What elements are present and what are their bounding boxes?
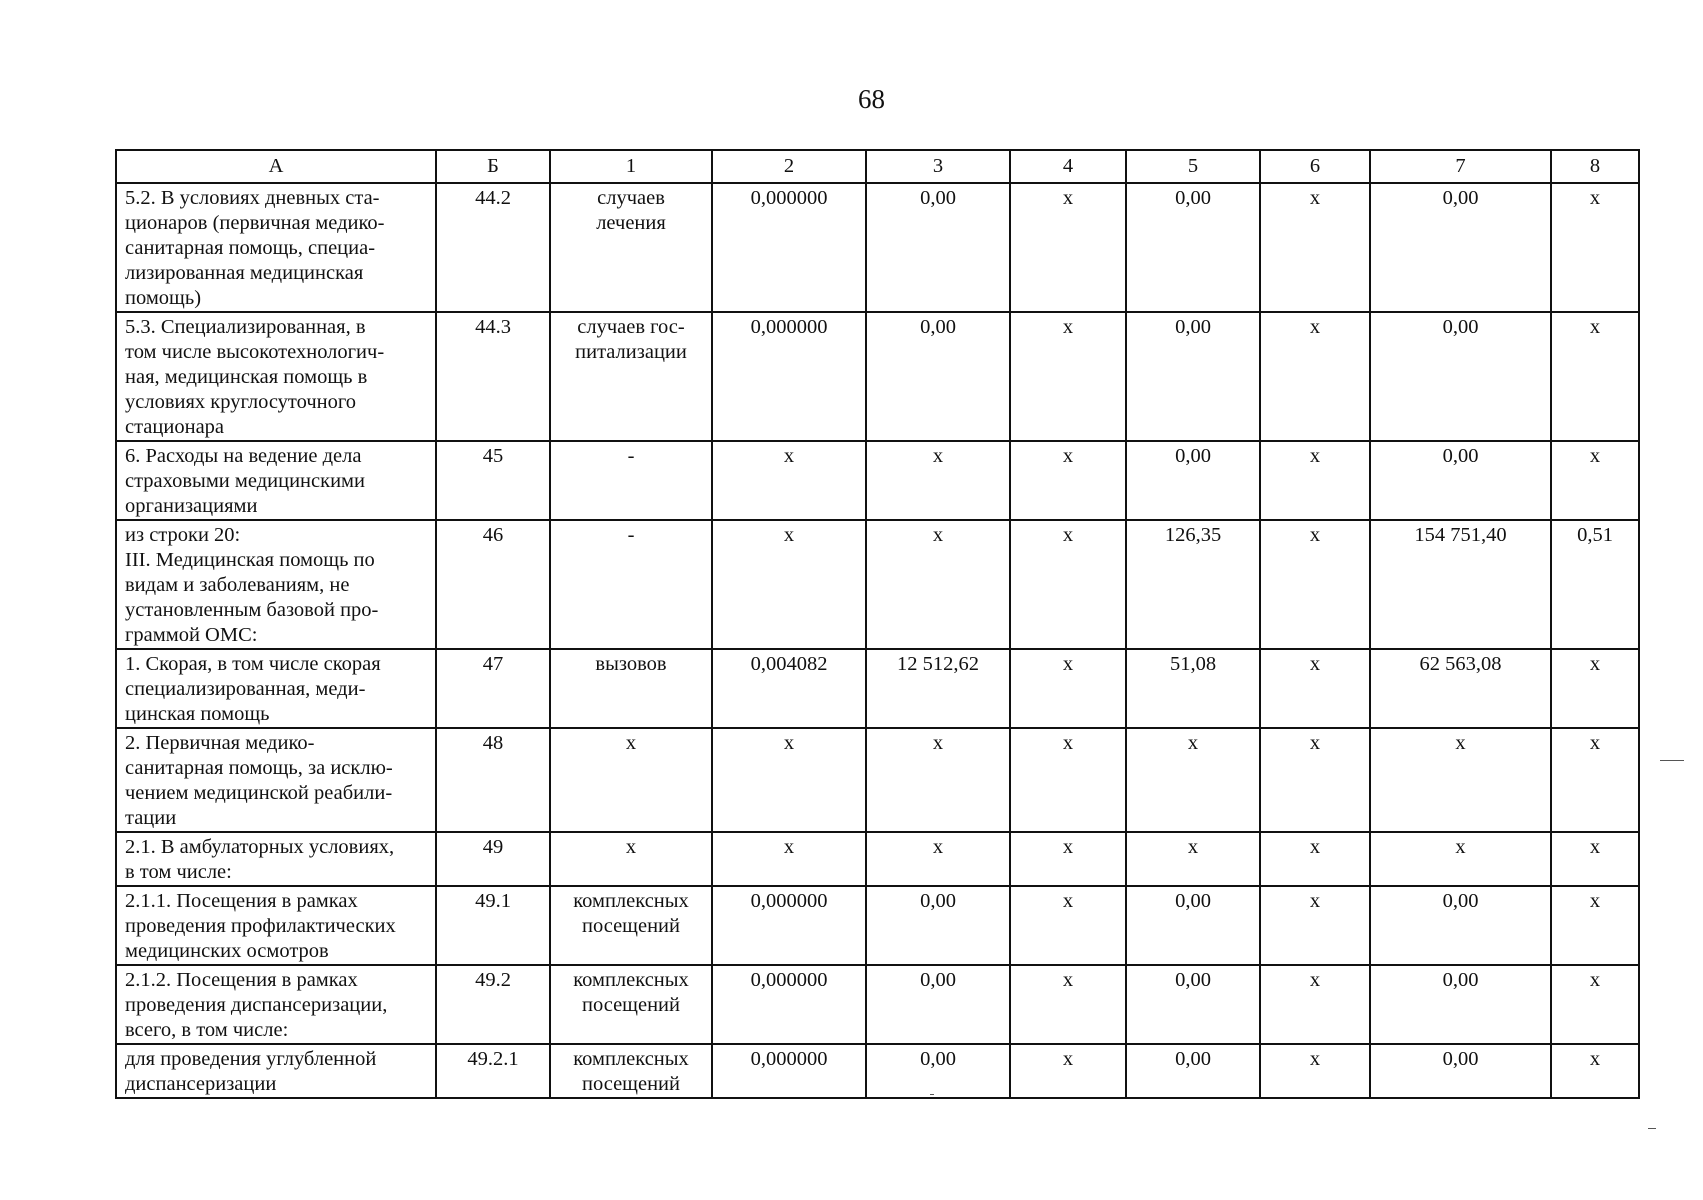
cell-name: 2. Первичная медико- санитарная помощь, за исклю- чением медицинской реабили- тации — [116, 728, 436, 832]
cell-col7: х — [1370, 728, 1551, 832]
cell-name: для проведения углубленной диспансеризации — [116, 1044, 436, 1098]
header-cell-1: 1 — [550, 150, 712, 183]
cell-col7: 0,00 — [1370, 441, 1551, 520]
cell-unit: комплексных посещений — [550, 965, 712, 1044]
header-cell-6: 6 — [1260, 150, 1370, 183]
cell-col5: 0,00 — [1126, 183, 1260, 312]
cell-col8: х — [1551, 728, 1639, 832]
cell-cost: 0,00 — [866, 183, 1010, 312]
cell-norm: 0,000000 — [712, 312, 866, 441]
cell-unit: - — [550, 520, 712, 649]
table-row — [116, 183, 1639, 312]
cell-col7: х — [1370, 832, 1551, 886]
cell-col8: х — [1551, 183, 1639, 312]
cell-name: 6. Расходы на ведение дела страховыми медицинскими организациями — [116, 441, 436, 520]
cell-col4: х — [1010, 728, 1126, 832]
cell-cost: х — [866, 728, 1010, 832]
cell-col7: 0,00 — [1370, 886, 1551, 965]
page-number: 68 — [858, 84, 885, 114]
cell-col6: х — [1260, 886, 1370, 965]
cell-cost: х — [866, 441, 1010, 520]
cell-col5: 0,00 — [1126, 1044, 1260, 1098]
cell-norm: 0,000000 — [712, 886, 866, 965]
cell-col8: х — [1551, 441, 1639, 520]
cell-col5: 0,00 — [1126, 965, 1260, 1044]
header-cell-8: 8 — [1551, 150, 1639, 183]
cell-cost: 0,00 — [866, 886, 1010, 965]
cell-code: 47 — [436, 649, 550, 728]
table-row — [116, 312, 1639, 441]
cell-norm: 0,004082 — [712, 649, 866, 728]
cell-code: 49.2 — [436, 965, 550, 1044]
table-body — [116, 183, 1639, 1098]
cell-col4: х — [1010, 886, 1126, 965]
cell-name: 1. Скорая, в том числе скорая специализированная, меди- цинская помощь — [116, 649, 436, 728]
cell-unit: комплексных посещений — [550, 1044, 712, 1098]
cell-code: 49.2.1 — [436, 1044, 550, 1098]
cell-name: 5.3. Специализированная, в том числе высокотехнологич- ная, медицинская помощь в условиях круглосуточного стационара — [116, 312, 436, 441]
cell-col8: х — [1551, 886, 1639, 965]
cell-unit: комплексных посещений — [550, 886, 712, 965]
cell-col8: х — [1551, 1044, 1639, 1098]
cell-col4: х — [1010, 520, 1126, 649]
cell-code: 46 — [436, 520, 550, 649]
table-row — [116, 1044, 1639, 1098]
cell-cost: 0,00 — [866, 965, 1010, 1044]
cell-col4: х — [1010, 965, 1126, 1044]
cell-col4: х — [1010, 441, 1126, 520]
cell-cost: 0,00 — [866, 312, 1010, 441]
cell-code: 49 — [436, 832, 550, 886]
table-row — [116, 520, 1639, 649]
cell-name: 2.1. В амбулаторных условиях, в том числе: — [116, 832, 436, 886]
cell-cost: х — [866, 832, 1010, 886]
cell-col7: 0,00 — [1370, 312, 1551, 441]
cell-col4: х — [1010, 312, 1126, 441]
cell-name: 2.1.1. Посещения в рамках проведения профилактических медицинских осмотров — [116, 886, 436, 965]
cell-unit: случаев гос- питализации — [550, 312, 712, 441]
cell-norm: х — [712, 441, 866, 520]
cell-col7: 62 563,08 — [1370, 649, 1551, 728]
table-row — [116, 728, 1639, 832]
scan-speck — [1648, 1128, 1656, 1129]
cell-col6: х — [1260, 832, 1370, 886]
cell-col5: 0,00 — [1126, 312, 1260, 441]
header-cell-4: 4 — [1010, 150, 1126, 183]
cell-cost: 0,00 — [866, 1044, 1010, 1098]
header-cell-7: 7 — [1370, 150, 1551, 183]
cell-col5: 0,00 — [1126, 441, 1260, 520]
cell-col7: 0,00 — [1370, 183, 1551, 312]
scan-speck — [930, 1094, 934, 1095]
table-row — [116, 441, 1639, 520]
cell-col8: х — [1551, 312, 1639, 441]
cell-cost: 12 512,62 — [866, 649, 1010, 728]
cell-col8: х — [1551, 649, 1639, 728]
cell-col5: 0,00 — [1126, 886, 1260, 965]
cell-col6: х — [1260, 441, 1370, 520]
cell-unit: - — [550, 441, 712, 520]
cell-col6: х — [1260, 728, 1370, 832]
cell-col4: х — [1010, 1044, 1126, 1098]
cell-col7: 0,00 — [1370, 1044, 1551, 1098]
cell-col8: 0,51 — [1551, 520, 1639, 649]
table-row — [116, 832, 1639, 886]
header-cell-2: 2 — [712, 150, 866, 183]
cell-col6: х — [1260, 312, 1370, 441]
header-row — [116, 150, 1639, 183]
cell-col6: х — [1260, 649, 1370, 728]
cell-col4: х — [1010, 832, 1126, 886]
cell-code: 44.2 — [436, 183, 550, 312]
header-cell-5: 5 — [1126, 150, 1260, 183]
cell-col5: 126,35 — [1126, 520, 1260, 649]
cell-col6: х — [1260, 183, 1370, 312]
cell-code: 49.1 — [436, 886, 550, 965]
cell-code: 44.3 — [436, 312, 550, 441]
cell-norm: 0,000000 — [712, 1044, 866, 1098]
cell-col6: х — [1260, 520, 1370, 649]
cell-unit: случаев лечения — [550, 183, 712, 312]
cell-col8: х — [1551, 832, 1639, 886]
cell-col7: 154 751,40 — [1370, 520, 1551, 649]
cell-col7: 0,00 — [1370, 965, 1551, 1044]
cell-code: 48 — [436, 728, 550, 832]
cell-col6: х — [1260, 1044, 1370, 1098]
table-row — [116, 886, 1639, 965]
cell-cost: х — [866, 520, 1010, 649]
header-cell-b: Б — [436, 150, 550, 183]
cell-col5: х — [1126, 728, 1260, 832]
cell-code: 45 — [436, 441, 550, 520]
cell-unit: вызовов — [550, 649, 712, 728]
cell-norm: 0,000000 — [712, 965, 866, 1044]
cell-col4: х — [1010, 649, 1126, 728]
cell-name: 5.2. В условиях дневных ста- ционаров (первичная медико- санитарная помощь, специа- лизированная медицинская помощь) — [116, 183, 436, 312]
cell-col5: 51,08 — [1126, 649, 1260, 728]
cell-col8: х — [1551, 965, 1639, 1044]
data-table — [115, 149, 1640, 1099]
cell-col5: х — [1126, 832, 1260, 886]
cell-unit: х — [550, 728, 712, 832]
cell-norm: х — [712, 728, 866, 832]
table-row — [116, 965, 1639, 1044]
header-cell-3: 3 — [866, 150, 1010, 183]
table-row — [116, 649, 1639, 728]
cell-norm: 0,000000 — [712, 183, 866, 312]
header-cell-a: А — [116, 150, 436, 183]
cell-unit: х — [550, 832, 712, 886]
scan-speck — [1660, 760, 1684, 761]
cell-name: из строки 20: III. Медицинская помощь по видам и заболеваниям, не установленным базовой про- граммой ОМС: — [116, 520, 436, 649]
cell-name: 2.1.2. Посещения в рамках проведения диспансеризации, всего, в том числе: — [116, 965, 436, 1044]
cell-col6: х — [1260, 965, 1370, 1044]
cell-col4: х — [1010, 183, 1126, 312]
cell-norm: х — [712, 520, 866, 649]
cell-norm: х — [712, 832, 866, 886]
